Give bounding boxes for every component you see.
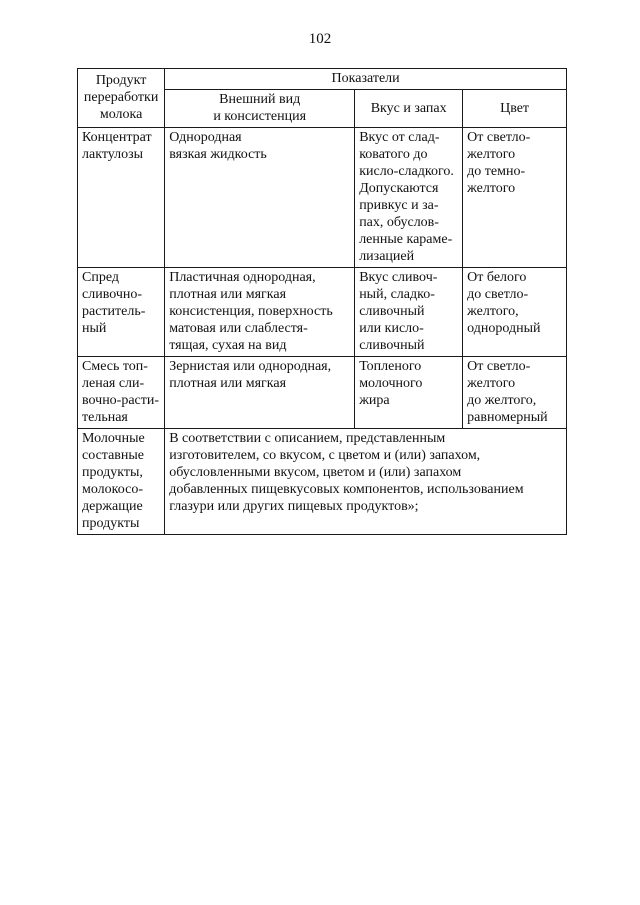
cell-taste: Топленого молочного жира (355, 357, 463, 429)
header-indicators: Показатели (165, 69, 567, 90)
cell-taste: Вкус сливоч- ный, сладко- сливочный или кисло- сливочный (355, 268, 463, 357)
page-number: 102 (308, 31, 332, 47)
cell-color: От светло- желтого до темно- желтого (463, 128, 567, 268)
header-taste: Вкус и запах (355, 90, 463, 128)
cell-product: Спред сливочно- раститель- ный (78, 268, 165, 357)
header-color: Цвет (463, 90, 567, 128)
table-row (78, 429, 567, 535)
cell-product: Смесь топ- леная сли- вочно-расти- тельная (78, 357, 165, 429)
cell-product: Молочные составные продукты, молокосо- держащие продукты (78, 429, 165, 535)
table-row (78, 268, 567, 357)
specification-table (77, 68, 567, 535)
cell-product: Концентрат лактулозы (78, 128, 165, 268)
cell-color: От светло- желтого до желтого, равномерный (463, 357, 567, 429)
cell-appearance: Зернистая или однородная, плотная или мягкая (165, 357, 355, 429)
header-product: Продукт переработки молока (78, 69, 165, 128)
cell-appearance: Пластичная однородная, плотная или мягкая консистенция, поверхность матовая или слаблестя- тящая, сухая на вид (165, 268, 355, 357)
table-row (78, 128, 567, 268)
cell-taste: Вкус от слад- коватого до кисло-сладкого. Допускаются привкус и за- пах, обуслов- ленные караме- лизацией (355, 128, 463, 268)
table-row (78, 357, 567, 429)
header-appearance: Внешний вид и консистенция (165, 90, 355, 128)
cell-color: От белого до светло- желтого, однородный (463, 268, 567, 357)
cell-appearance: Однородная вязкая жидкость (165, 128, 355, 268)
cell-merged-description: В соответствии с описанием, представленным изготовителем, со вкусом, с цветом и (или) запахом, обусловленными вкусом, цветом и (или) запахом добавленных пищевкусовых компонентов, использованием глазури или других пищевых продуктов»; (165, 429, 567, 535)
table-header-row (78, 69, 567, 90)
